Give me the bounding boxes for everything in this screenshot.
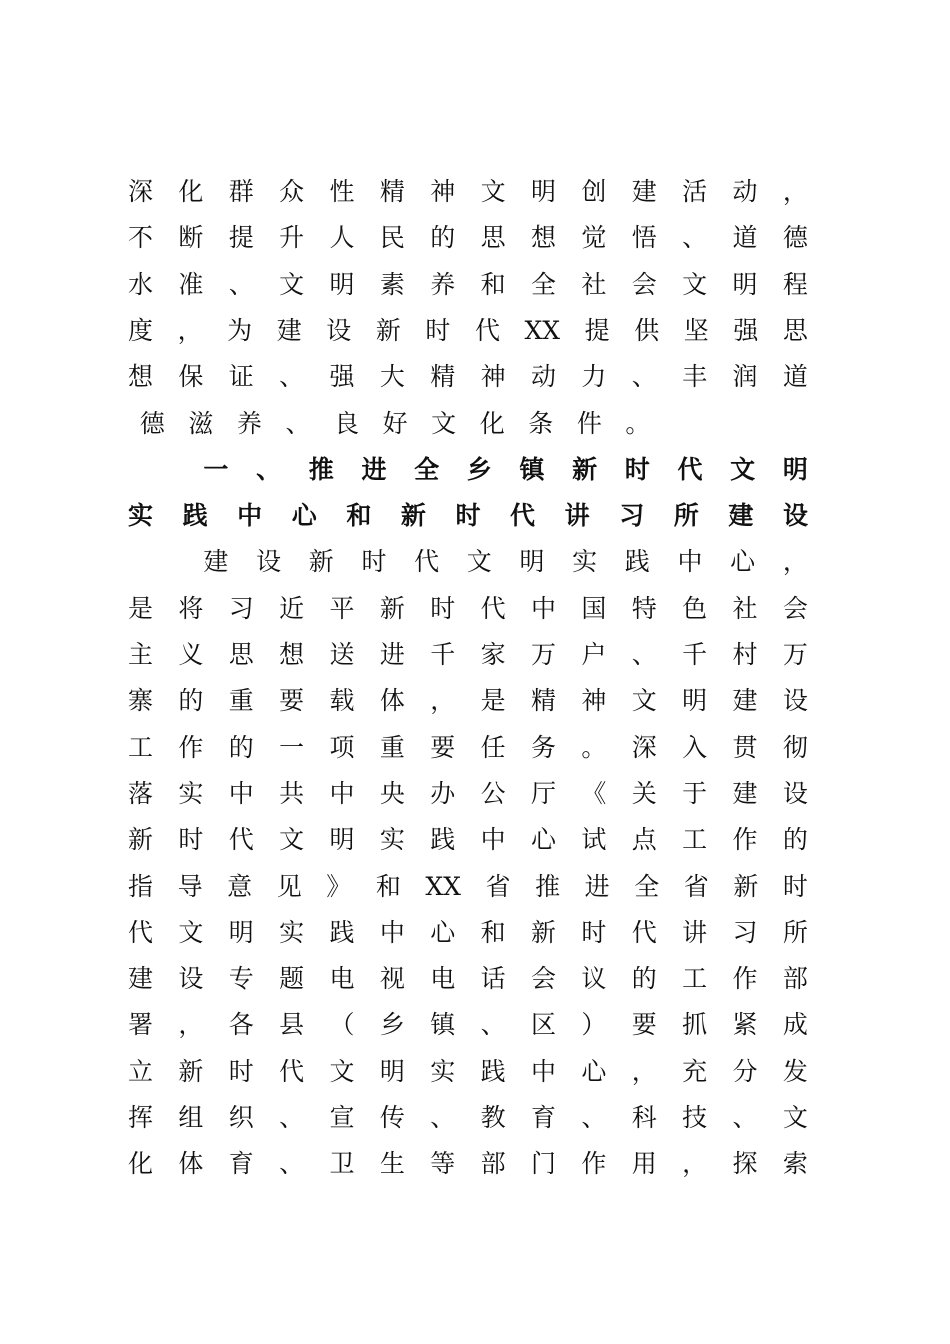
body-text-line: 建 设 专 题 电 视 电 话 会 议 的 工 作 部 bbox=[128, 964, 808, 994]
section-heading-line: 实 践 中 心 和 新 时 代 讲 习 所 建 设 bbox=[128, 501, 808, 531]
body-text-line: 落 实 中 共 中 央 办 公 厅 《 关 于 建 设 bbox=[128, 778, 808, 808]
body-text-line: 化 体 育 、 卫 生 等 部 门 作 用 ， 探 索 bbox=[128, 1149, 808, 1179]
section-heading-line: 一 、 推 进 全 乡 镇 新 时 代 文 明 bbox=[203, 454, 808, 484]
body-text-line: 不 断 提 升 人 民 的 思 想 觉 悟 、 道 德 bbox=[128, 223, 808, 253]
body-text-line: 立 新 时 代 文 明 实 践 中 心 ， 充 分 发 bbox=[128, 1056, 808, 1086]
body-text-line: 是 将 习 近 平 新 时 代 中 国 特 色 社 会 bbox=[128, 593, 808, 623]
body-text-line: 主 义 思 想 送 进 千 家 万 户 、 千 村 万 bbox=[128, 640, 808, 669]
body-text-line: 指 导 意 见 》 和 XX 省 推 进 全 省 新 时 bbox=[128, 871, 808, 901]
body-text-line: 工 作 的 一 项 重 要 任 务 。 深 入 贯 彻 bbox=[128, 732, 808, 762]
body-text-line: 挥 组 织 、 宣 传 、 教 育 、 科 技 、 文 bbox=[128, 1103, 808, 1132]
body-text-line: 代 文 明 实 践 中 心 和 新 时 代 讲 习 所 bbox=[128, 917, 808, 947]
body-text-line: 想 保 证 、 强 大 精 神 动 力 、 丰 润 道 bbox=[128, 362, 808, 392]
body-text-line: 水 准 、 文 明 素 养 和 全 社 会 文 明 程 bbox=[128, 269, 808, 299]
body-text-line: 建 设 新 时 代 文 明 实 践 中 心 ， bbox=[203, 547, 808, 577]
body-text-line: 德 滋 养 、 良 好 文 化 条 件 。 bbox=[139, 408, 651, 438]
body-text-line: 深 化 群 众 性 精 神 文 明 创 建 活 动 ， bbox=[128, 177, 808, 206]
body-text-line: 新 时 代 文 明 实 践 中 心 试 点 工 作 的 bbox=[128, 825, 808, 855]
body-text-line: 寨 的 重 要 载 体 ， 是 精 神 文 明 建 设 bbox=[128, 686, 808, 716]
body-text-line: 度 ， 为 建 设 新 时 代 XX 提 供 坚 强 思 bbox=[128, 315, 808, 345]
body-text-line: 署 ， 各 县 （ 乡 镇 、 区 ） 要 抓 紧 成 bbox=[128, 1010, 808, 1040]
